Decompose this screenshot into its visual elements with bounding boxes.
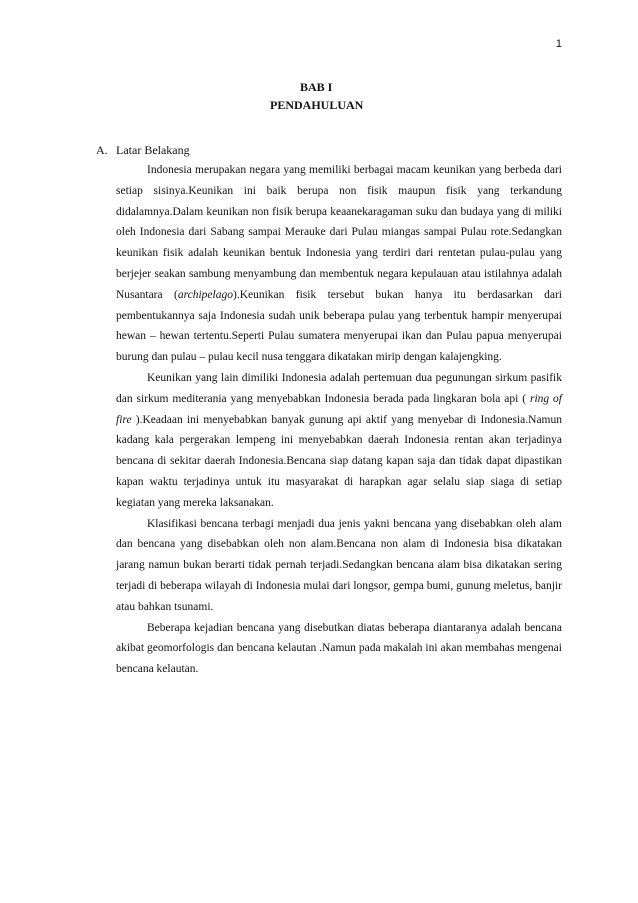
page-number: 1 — [555, 38, 562, 50]
paragraph-1-text-a: Indonesia merupakan negara yang memiliki berbagai macam keunikan yang berbeda dari setiap sisinya.Keunikan ini baik berupa non fisik maupun fisik yang terkandung didalamnya.Dalam keunikan non fisik berupa keaanekaragaman suku dan budaya yang di miliki oleh Indonesia dari Sabang sampai Merauke dari Pulau miangas sampai Pulau rote.Sedangkan keunikan fisik adalah keunikan bentuk Indonesia yang terdiri dari rentetan pulau-pulau yang berjejer seakan sambung menyambung dan membentuk negara kepulauan atau istilahnya adalah Nusantara ( — [116, 164, 562, 301]
paragraph-4: Beberapa kejadian bencana yang disebutkan diatas beberapa diantaranya adalah bencana akibat geomorfologis dan bencana kelautan .Namun pada makalah ini akan membahas mengenai bencana kelautan. — [116, 621, 562, 676]
paragraph-1-italic: archipelago — [177, 288, 233, 301]
section-title: Latar Belakang — [116, 143, 190, 157]
chapter-title: PENDAHULUAN — [270, 98, 364, 112]
paragraph-3: Klasifikasi bencana terbagi menjadi dua jenis yakni bencana yang disebabkan oleh alam dan bencana yang disebabkan oleh non alam.Bencana non alam di Indonesia bisa dikatakan jarang namun bukan berarti tidak pernah terjadi.Sedangkan bencana alam bisa dikatakan sering terjadi di beberapa wilayah di Indonesia mulai dari longsor, gempa bumi, gunung meletus, banjir atau bahkan tsunami. — [116, 517, 562, 613]
paragraph-2-text-b: ).Keadaan ini menyebabkan banyak gunung api aktif yang menyebar di Indonesia.Namun kadang kala pergerakan lempeng ini menyebabkan daerah Indonesia rentan akan terjadinya bencana di sekitar daerah Indonesia.Bencana siap datang kapan saja dan tidak dapat dipastikan kapan waktu terjadinya untuk itu masyarakat di harapkan agar selalu siap siaga di setiap kegiatan yang mereka laksanakan. — [116, 413, 562, 509]
body-text — [116, 160, 562, 680]
section-marker: A. — [96, 143, 108, 157]
chapter-number: BAB I — [300, 80, 333, 94]
paragraph-2-text-a: Keunikan yang lain dimiliki Indonesia adalah pertemuan dua pegunungan sirkum pasifik dan sirkum mediterania yang menyebabkan Indonesia berada pada lingkaran bola api ( — [116, 371, 562, 405]
paragraph-1-text-b: ).Keunikan fisik tersebut bukan hanya itu berdasarkan dari pembentukannya saja Indonesia sudah unik beberapa pulau yang terbentuk hampir menyerupai hewan – hewan tertentu.Seperti Pulau sumatera menyerupai ikan dan Pulau papua menyerupai burung dan pulau – pulau kecil nusa tenggara dikatakan mirip dengan kalajengking. — [116, 288, 562, 364]
paragraph-1 — [116, 160, 562, 368]
paragraph-2 — [116, 368, 562, 514]
paragraph-2-italic: ring of fire — [116, 392, 562, 426]
section-heading — [96, 143, 190, 158]
